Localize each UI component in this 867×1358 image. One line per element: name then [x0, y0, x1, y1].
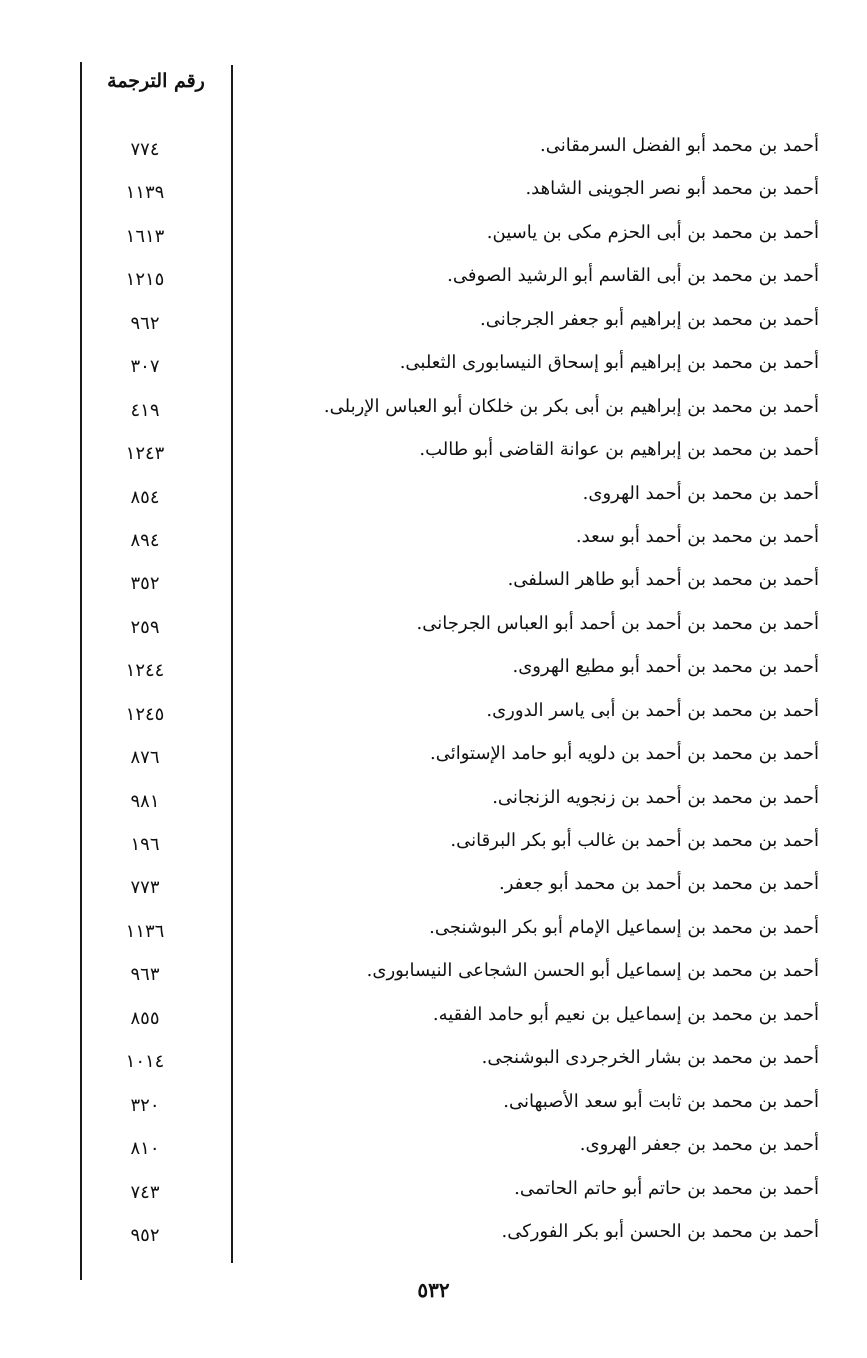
entry-row	[0, 431, 867, 474]
entry-row	[0, 996, 867, 1039]
entry-row	[0, 1126, 867, 1169]
entry-row	[0, 909, 867, 952]
entry-row	[0, 735, 867, 778]
entry-row	[0, 170, 867, 213]
entry-row	[0, 214, 867, 257]
entry-row	[0, 822, 867, 865]
entry-number: ٢٥٩	[130, 616, 160, 638]
entry-name: أحمد بن محمد أبو نصر الجوينى الشاهد.	[525, 178, 819, 200]
entry-number: ١٢٤٥	[125, 703, 165, 725]
entry-row	[0, 388, 867, 431]
entry-name: أحمد بن محمد بن أحمد بن زنجويه الزنجانى.	[492, 786, 819, 808]
entry-name: أحمد بن محمد بن الحسن أبو بكر الفوركى.	[501, 1220, 819, 1242]
entry-number: ١٩٦	[130, 834, 160, 855]
entry-name: أحمد بن محمد بن بشار الخرجردى البوشنجى.	[481, 1047, 819, 1069]
entry-number: ٣٢٠	[130, 1094, 160, 1116]
entry-name: أحمد بن محمد بن جعفر الهروى.	[579, 1134, 819, 1156]
entry-name: أحمد بن محمد بن أحمد بن أحمد أبو العباس الجرجانى.	[416, 612, 819, 634]
entry-name: أحمد بن محمد بن ثابت أبو سعد الأصبهانى.	[503, 1090, 819, 1112]
entry-row	[0, 1039, 867, 1082]
entry-number: ٩٨١	[130, 790, 160, 812]
entry-number: ٨٥٥	[130, 1007, 160, 1029]
entry-number: ٧٤٣	[130, 1181, 160, 1203]
entry-row	[0, 952, 867, 995]
entry-number: ٨٥٤	[130, 486, 160, 508]
entry-name: أحمد بن محمد بن إبراهيم بن عوانة القاضى أبو طالب.	[419, 439, 819, 461]
entry-name: أحمد بن محمد بن أحمد أبو سعد.	[575, 525, 819, 547]
entry-number: ١٢٤٣	[125, 443, 165, 465]
entry-number: ٩٦٢	[130, 312, 160, 334]
entry-row	[0, 257, 867, 300]
entry-row	[0, 692, 867, 735]
entry-number: ٨٩٤	[130, 529, 160, 551]
entry-number: ١٢١٥	[125, 269, 165, 291]
entry-row	[0, 127, 867, 170]
entry-name: أحمد بن محمد بن إسماعيل الإمام أبو بكر البوشنجى.	[429, 916, 819, 938]
entry-name: أحمد بن محمد بن أحمد أبو طاهر السلفى.	[507, 569, 819, 591]
entry-number: ٨١٠	[130, 1138, 160, 1160]
entry-row	[0, 865, 867, 908]
page-number: ٥٣٢	[417, 1278, 450, 1302]
entry-number: ١٦١٣	[125, 225, 165, 247]
entry-row	[0, 779, 867, 822]
entry-number: ٧٧٣	[130, 877, 160, 899]
entry-name: أحمد بن محمد بن حاتم أبو حاتم الحاتمى.	[514, 1177, 819, 1199]
entry-number: ١١٣٦	[125, 920, 165, 942]
entry-number: ١١٣٩	[125, 182, 165, 204]
entry-name: أحمد بن محمد بن أبى القاسم أبو الرشيد الصوفى.	[447, 265, 819, 287]
entry-name: أحمد بن محمد بن إبراهيم أبو إسحاق النيسابورى الثعلبى.	[399, 352, 819, 374]
entry-name: أحمد بن محمد بن إبراهيم أبو جعفر الجرجانى.	[480, 308, 819, 330]
number-column-header: رقم الترجمة	[107, 70, 205, 92]
entry-number: ٩٥٢	[130, 1224, 160, 1246]
entry-name: أحمد بن محمد بن أحمد بن دلويه أبو حامد الإستوائى.	[430, 743, 819, 765]
entry-number: ٩٦٣	[130, 964, 160, 986]
entry-row	[0, 561, 867, 604]
entry-name: أحمد بن محمد بن أحمد بن محمد أبو جعفر.	[499, 873, 819, 895]
entry-name: أحمد بن محمد بن أبى الحزم مكى بن ياسين.	[486, 221, 819, 243]
entry-number: ٨٧٦	[130, 747, 160, 769]
entry-number: ٤١٩	[130, 399, 160, 421]
entry-name: أحمد بن محمد بن أحمد الهروى.	[582, 482, 819, 504]
entry-row	[0, 605, 867, 648]
entry-number: ٣٠٧	[130, 356, 160, 378]
entry-row	[0, 1170, 867, 1213]
entry-name: أحمد بن محمد بن إبراهيم بن أبى بكر بن خلكان أبو العباس الإربلى.	[323, 395, 819, 417]
entry-row	[0, 648, 867, 691]
entry-name: أحمد بن محمد بن إسماعيل أبو الحسن الشجاعى النيسابورى.	[366, 960, 819, 982]
entry-row	[0, 1083, 867, 1126]
entry-name: أحمد بن محمد بن أحمد أبو مطيع الهروى.	[512, 656, 819, 678]
entry-name: أحمد بن محمد بن أحمد بن غالب أبو بكر البرقانى.	[450, 830, 819, 851]
entry-name: أحمد بن محمد بن أحمد بن أبى ياسر الدورى.	[486, 699, 819, 721]
entry-number: ١٠١٤	[125, 1051, 165, 1073]
entry-row	[0, 301, 867, 344]
entry-name: أحمد بن محمد أبو الفضل السرمقانى.	[540, 135, 819, 156]
entry-row	[0, 1213, 867, 1256]
entry-number: ٧٧٤	[130, 139, 160, 160]
entry-row	[0, 518, 867, 561]
entry-row	[0, 344, 867, 387]
entry-number: ٣٥٢	[130, 573, 160, 595]
entry-list	[0, 127, 867, 1256]
entry-row	[0, 475, 867, 518]
entry-name: أحمد بن محمد بن إسماعيل بن نعيم أبو حامد الفقيه.	[432, 1003, 819, 1025]
entry-number: ١٢٤٤	[125, 660, 165, 682]
